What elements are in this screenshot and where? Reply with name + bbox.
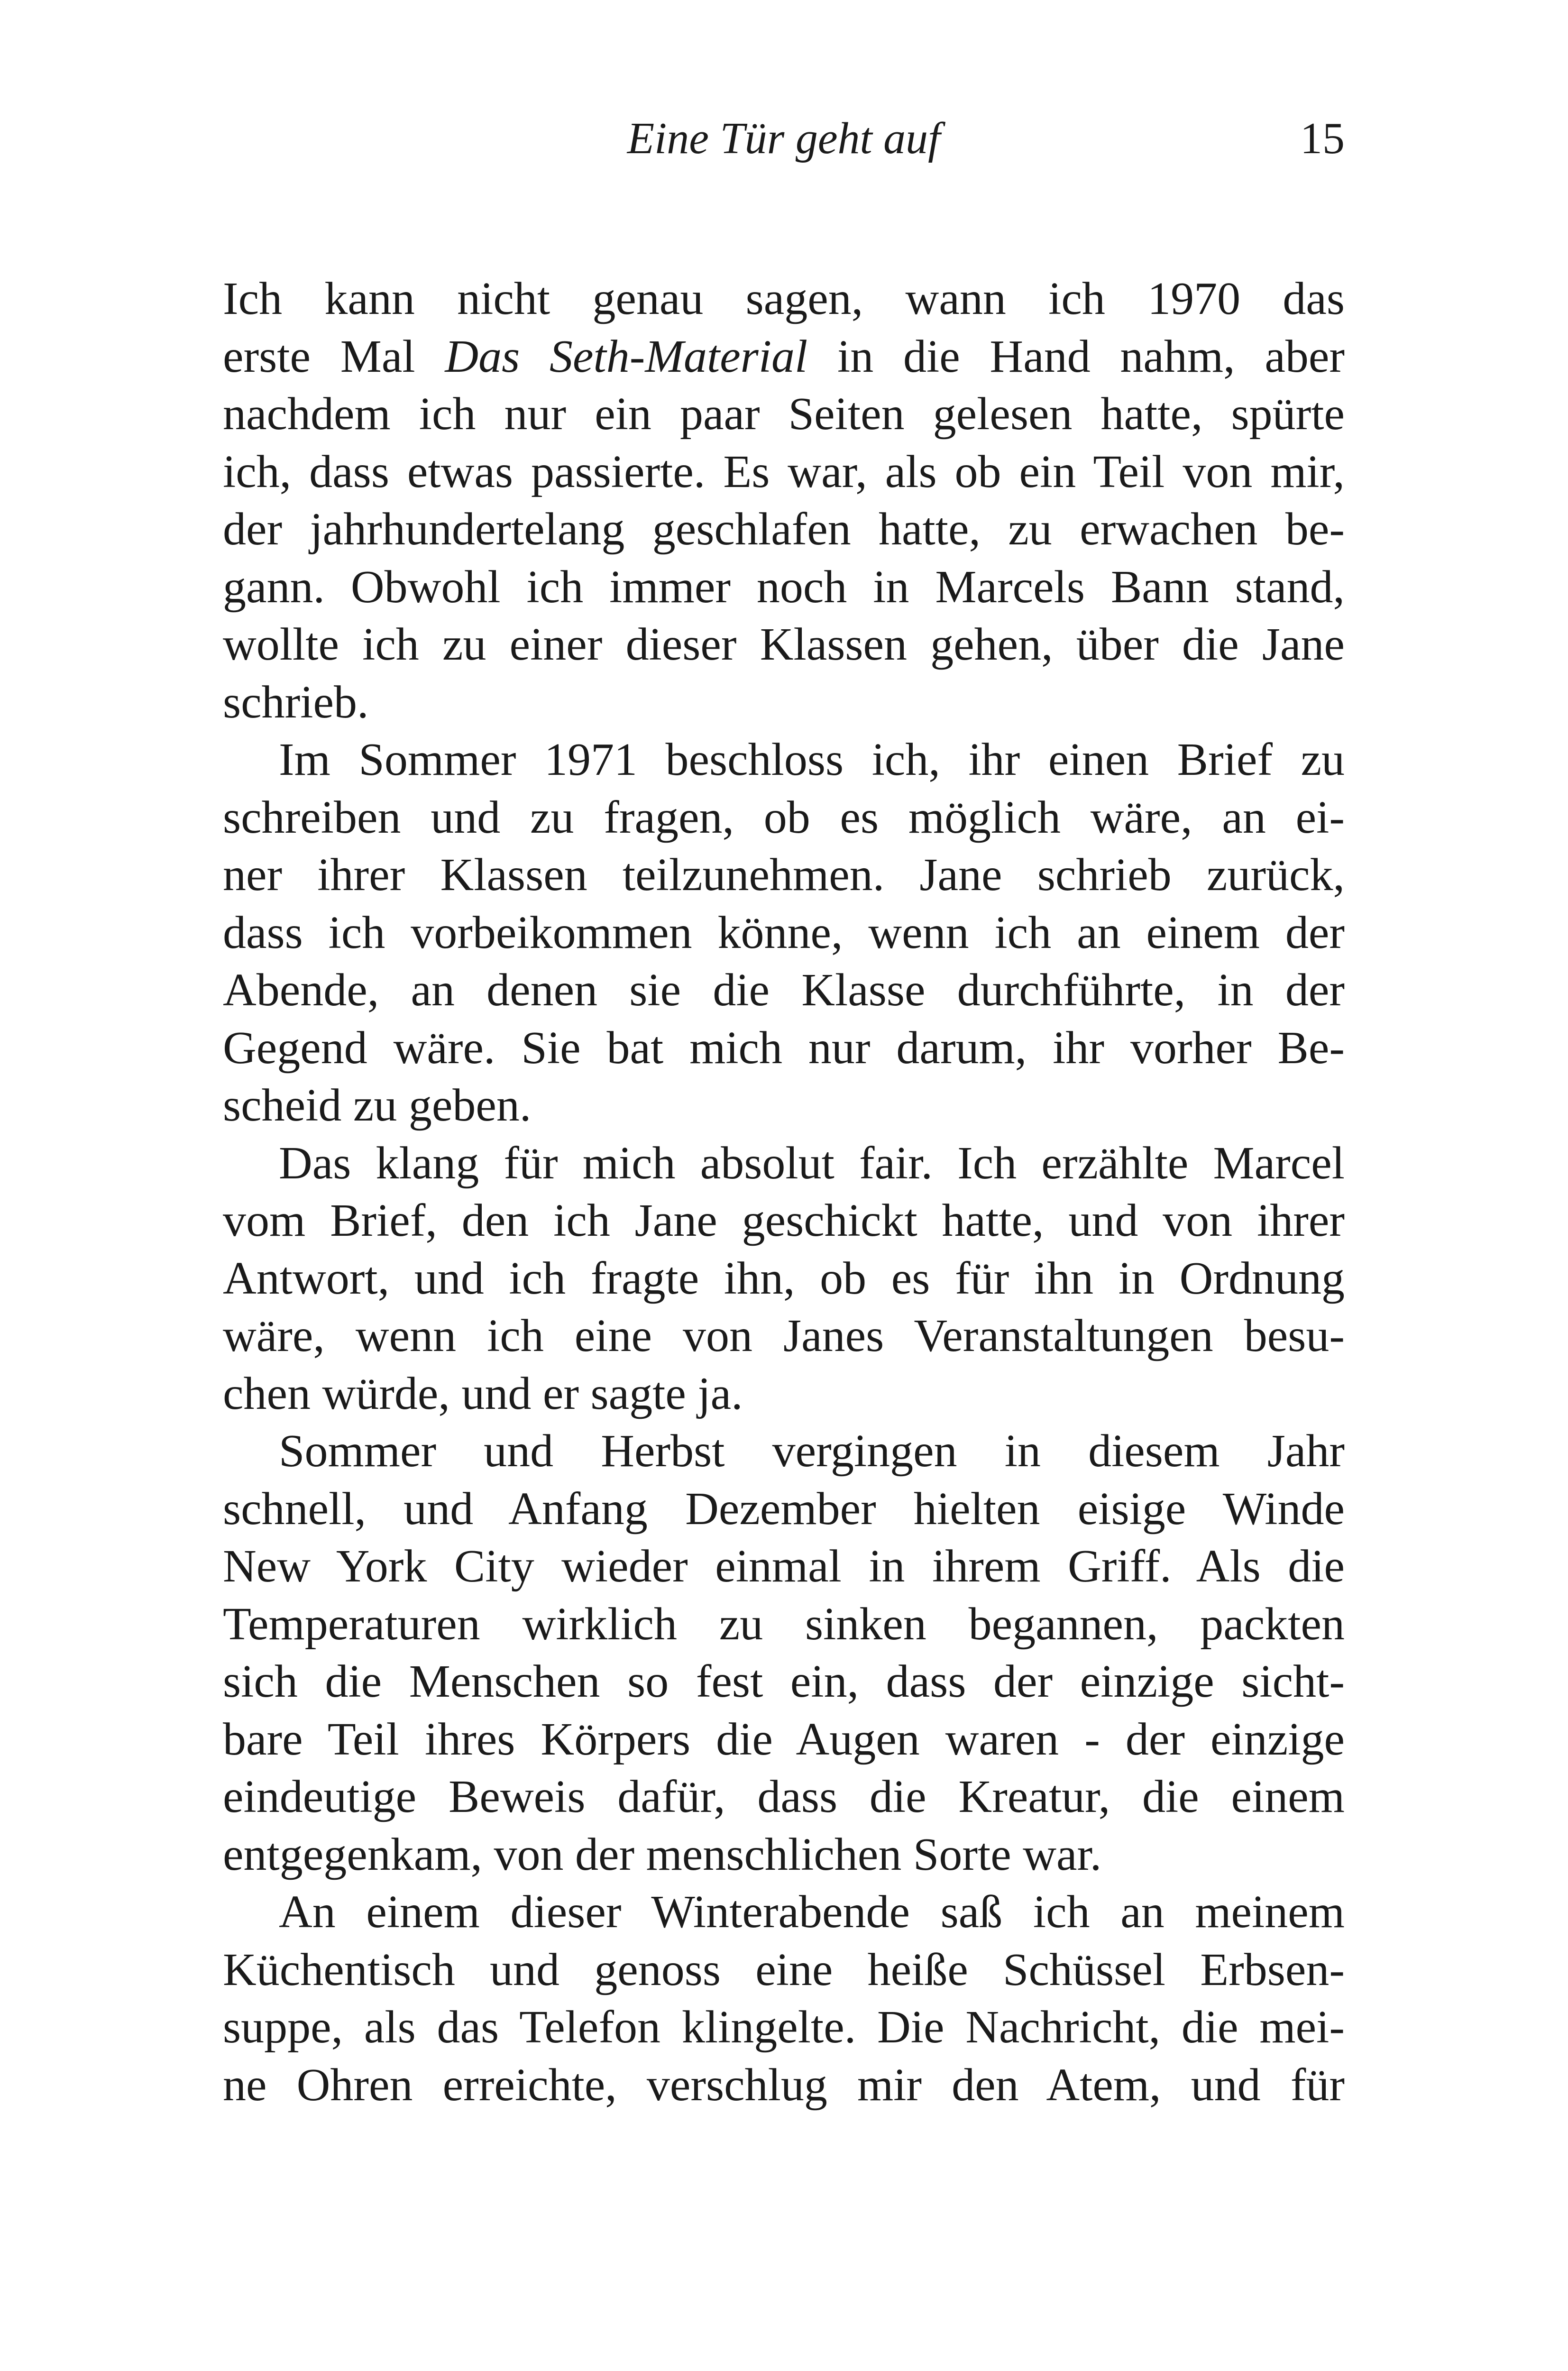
text-line — [223, 501, 1345, 559]
text-run: Antwort, und ich fragte ihn, ob es für ihn in Ordnung — [223, 1252, 1345, 1304]
text-run: Das klang für mich absolut fair. Ich erzählte Marcel — [279, 1137, 1345, 1189]
text-run: erste Mal — [223, 331, 445, 382]
text-run: Küchentisch und genoss eine heiße Schüssel Erbsen- — [223, 1944, 1345, 1995]
text-line — [223, 904, 1345, 962]
text-line — [223, 1020, 1345, 1077]
paragraph — [223, 1884, 1345, 2114]
text-run: entgegenkam, von der menschlichen Sorte war. — [223, 1829, 1102, 1880]
text-run: schrieb. — [223, 676, 369, 728]
text-run: Im Sommer 1971 beschloss ich, ihr einen Brief zu — [279, 734, 1345, 785]
text-line — [223, 1826, 1345, 1884]
text-line — [223, 386, 1345, 443]
text-run: wäre, wenn ich eine von Janes Veranstaltungen besu- — [223, 1310, 1345, 1361]
body-text — [223, 270, 1345, 2114]
text-line — [223, 731, 1345, 789]
text-run: Ich kann nicht genau sagen, wann ich 1970 das — [223, 273, 1345, 324]
text-line — [223, 1538, 1345, 1596]
text-line — [223, 328, 1345, 386]
running-title: Eine Tür geht auf — [627, 114, 941, 163]
text-line — [223, 1307, 1345, 1365]
running-head — [223, 110, 1345, 167]
text-run: dass ich vorbeikommen könne, wenn ich an einem der — [223, 907, 1345, 958]
text-line — [223, 1192, 1345, 1250]
text-run: Temperaturen wirklich zu sinken begannen, packten — [223, 1598, 1345, 1650]
text-run: suppe, als das Telefon klingelte. Die Nachricht, die mei- — [223, 2002, 1345, 2053]
paragraph — [223, 731, 1345, 1135]
text-line — [223, 616, 1345, 674]
text-run: ne Ohren erreichte, verschlug mir den Atem, und für — [223, 2059, 1345, 2111]
text-line — [223, 1365, 1345, 1423]
text-run: An einem dieser Winterabende saß ich an meinem — [279, 1886, 1345, 1938]
text-run: ner ihrer Klassen teilzunehmen. Jane schrieb zurück, — [223, 849, 1345, 901]
text-line — [223, 1423, 1345, 1480]
text-line — [223, 2057, 1345, 2114]
text-run: New York City wieder einmal in ihrem Griff. Als die — [223, 1541, 1345, 1592]
text-line — [223, 789, 1345, 847]
text-run: Sommer und Herbst vergingen in diesem Jahr — [279, 1425, 1345, 1477]
text-line — [223, 1250, 1345, 1308]
text-line — [223, 270, 1345, 328]
text-line — [223, 674, 1345, 732]
text-line — [223, 1596, 1345, 1654]
text-run: der jahrhundertelang geschlafen hatte, zu erwachen be- — [223, 504, 1345, 555]
text-run: eindeutige Beweis dafür, dass die Kreatur, die einem — [223, 1771, 1345, 1822]
text-run: schreiben und zu fragen, ob es möglich wäre, an ei- — [223, 791, 1345, 843]
page-number: 15 — [1300, 114, 1345, 163]
text-line — [223, 846, 1345, 904]
book-title-italic: Das Seth-Material — [445, 331, 808, 382]
text-line — [223, 1077, 1345, 1135]
paragraph — [223, 1423, 1345, 1884]
text-run: scheid zu geben. — [223, 1080, 532, 1131]
text-line — [223, 1941, 1345, 1999]
text-run: gann. Obwohl ich immer noch in Marcels Bann stand, — [223, 561, 1345, 613]
text-line — [223, 559, 1345, 616]
text-run: bare Teil ihres Körpers die Augen waren - der einzige — [223, 1713, 1345, 1765]
text-run: nachdem ich nur ein paar Seiten gelesen hatte, spürte — [223, 388, 1345, 440]
paragraph — [223, 1135, 1345, 1423]
text-run: in die Hand nahm, aber — [807, 331, 1345, 382]
text-line — [223, 1480, 1345, 1538]
text-line — [223, 1999, 1345, 2057]
text-run: sich die Menschen so fest ein, dass der einzige sicht- — [223, 1656, 1345, 1707]
text-run: schnell, und Anfang Dezember hielten eisige Winde — [223, 1483, 1345, 1535]
paragraph — [223, 270, 1345, 731]
text-run: wollte ich zu einer dieser Klassen gehen, über die Jane — [223, 619, 1345, 670]
text-line — [223, 1135, 1345, 1193]
text-line — [223, 1653, 1345, 1711]
text-run: ich, dass etwas passierte. Es war, als ob ein Teil von mir, — [223, 446, 1345, 497]
text-run: Abende, an denen sie die Klasse durchführte, in der — [223, 965, 1345, 1016]
text-run: vom Brief, den ich Jane geschickt hatte, und von ihrer — [223, 1195, 1345, 1246]
text-line — [223, 962, 1345, 1020]
text-line — [223, 443, 1345, 501]
text-line — [223, 1884, 1345, 1941]
text-run: Gegend wäre. Sie bat mich nur darum, ihr vorher Be- — [223, 1022, 1345, 1074]
text-line — [223, 1711, 1345, 1769]
text-line — [223, 1768, 1345, 1826]
text-run: chen würde, und er sagte ja. — [223, 1368, 743, 1419]
